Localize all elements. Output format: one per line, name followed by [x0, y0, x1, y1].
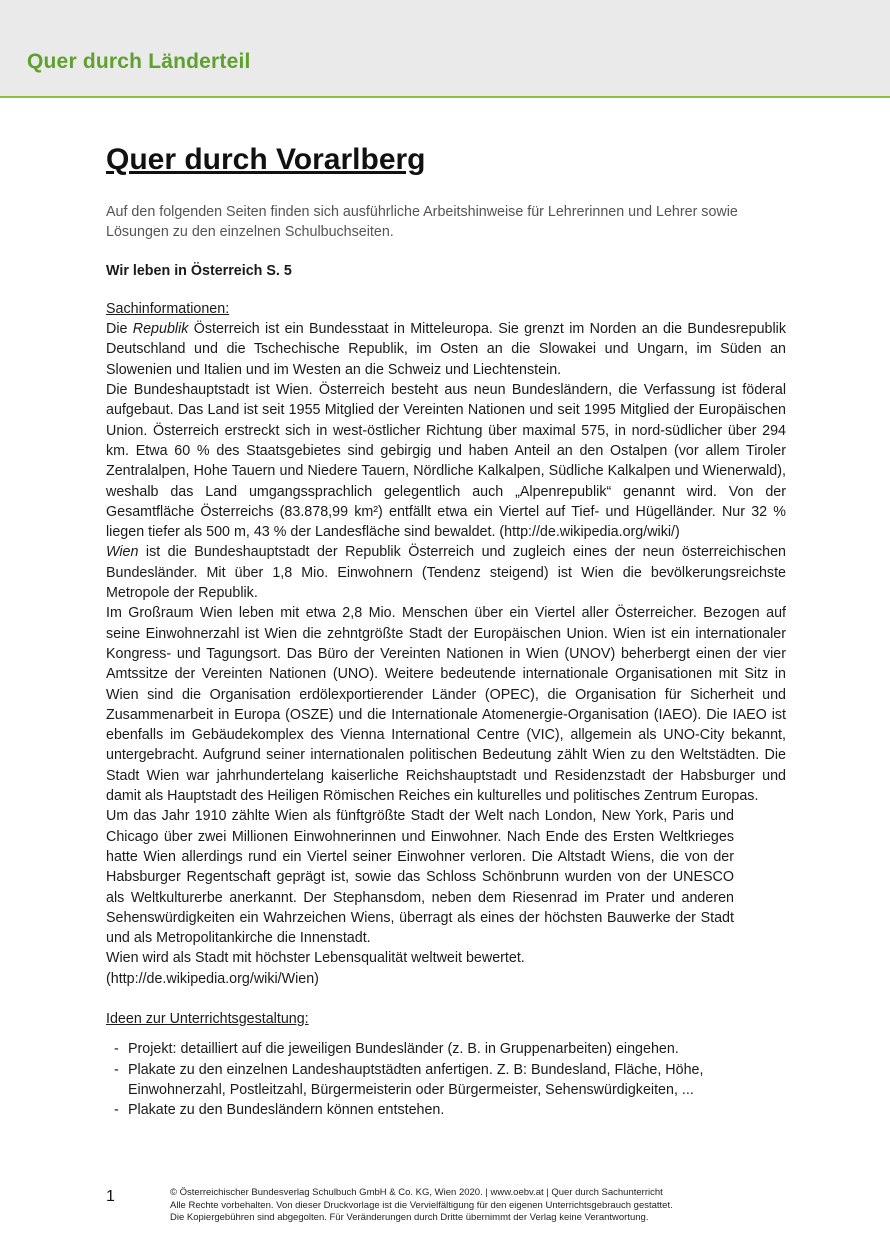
paragraph-grossraum: Im Großraum Wien leben mit etwa 2,8 Mio. Menschen über ein Viertel aller Österreicher. Bezogen auf seine Einwohnerzahl ist Wien die zehntgrößte Stadt der Europäischen Union. Wien ist ein internationaler Kongress- und Tagungsort. Das Büro der Vereinten Nationen in Wien (UNOV) beherbergt einen der vier Amtssitze der Vereinten Nationen (UNO). Weitere bedeutende internationale Organisationen mit Sitz in Wien sind die Organisation erdölexportierender Länder (OPEC), die Organisation für Sicherheit und Zusammenarbeit in Europa (OSZE) und die Internationale Atomenergie-Organisation (IAEO). Die IAEO ist ebenfalls im Gebäudekomplex des Vienna International Centre (VIC), allgemein als UNO-City bekannt, untergebracht. Aufgrund seiner internationalen politischen Bedeutung zählt Wien zu den Weltstädten. Die Stadt Wien war jahrhundertelang kaiserliche Reichshauptstadt und Residenzstadt der Habsburger und damit als Hauptstadt des Heiligen Römischen Reiches ein kulturelles und politisches Zentrum Europas. [106, 605, 786, 805]
ideen-heading: Ideen zur Unterrichtsgestaltung: [106, 1010, 309, 1027]
intro-text: Auf den folgenden Seiten finden sich ausführliche Arbeitshinweise für Lehrerinnen und Lehrer sowie Lösungen zu den einzelnen Schulbuchseiten. [106, 204, 738, 241]
list-item: - Plakate zu den Bundesländern können entstehen. [114, 1100, 786, 1120]
list-item: - Projekt: detailliert auf die jeweiligen Bundesländer (z. B. in Gruppenarbeiten) eingehen. [114, 1039, 786, 1059]
p1-after: Österreich ist ein Bundesstaat in Mitteleuropa. Sie grenzt im Norden an die Bundesrepublik Deutschland und die Tschechische Republik, im Osten an die Slowakei und Ungarn, im Süden an Slowenien und Italien und im Westen an die Schweiz und Liechtenstein. [106, 321, 786, 378]
footer-line-1: © Österreichischer Bundesverlag Schulbuch GmbH & Co. KG, Wien 2020. | www.oebv.at | Quer durch Sachunterricht [170, 1187, 663, 1198]
page-number: 1 [106, 1188, 115, 1205]
main-content [106, 140, 786, 1120]
footer-copyright [170, 1187, 810, 1225]
p3-italic: Wien [106, 544, 139, 561]
header-title: Quer durch Länderteil [27, 50, 251, 73]
wien-source: (http://de.wikipedia.org/wiki/Wien) [106, 970, 319, 987]
page-title: Quer durch Vorarlberg [106, 143, 426, 176]
p3-after: ist die Bundeshauptstadt der Republik Österreich und zugleich eines der neun österreichischen Bundesländer. Mit über 1,8 Mio. Einwohnern (Tendenz steigend) ist Wien die bevölkerungsreichste Metropole der Republik. [106, 544, 786, 602]
paragraph-wien [106, 542, 786, 603]
ideen-list [106, 1039, 786, 1120]
paragraph-bundeshauptstadt: Die Bundeshauptstadt ist Wien. Österreich besteht aus neun Bundesländern, die Verfassung ist föderal aufgebaut. Das Land ist seit 1955 Mitglied der Vereinten Nationen und seit 1995 Mitglied der Europäischen Union. Österreich erstreckt sich in west-östlicher Richtung über maximal 575, in nord-südlicher über 294 km. Etwa 60 % des Staatsgebietes sind gebirgig und haben Anteil an den Ostalpen (vor allem Tiroler Zentralalpen, Hohe Tauern und Niedere Tauern, Nördliche Kalkalpen, Südliche Kalkalpen und Wienerwald), weshalb das Land umgangssprachlich gelegentlich auch „Alpenrepublik“ genannt wird. Von der Gesamtfläche Österreichs (83.878,99 km²) entfällt etwa ein Viertel auf Tief- und Hügelländer. Nur 32 % liegen tiefer als 500 m, 43 % der Landesfläche sind bewaldet. (http://de.wikipedia.org/wiki/) [106, 382, 786, 541]
p1-before: Die [106, 321, 133, 338]
footer-line-2: Alle Rechte vorbehalten. Von dieser Druckvorlage ist die Vervielfältigung für den eigenen Unterrichtsgebrauch gestattet. [170, 1199, 673, 1211]
header-band [0, 0, 890, 98]
sachinformationen-heading: Sachinformationen: [106, 300, 230, 317]
spacer [106, 989, 786, 1009]
footer-line-3: Die Kopiergebühren sind abgegolten. Für Veränderungen durch Dritte übernimmt der Verlag keine Verantwortung. [170, 1212, 649, 1224]
list-item: - Plakate zu den einzelnen Landeshauptstädten anfertigen. Z. B: Bundesland, Fläche, Höhe, Einwohnerzahl, Postleitzahl, Bürgermeisterin oder Bürgermeister, Sehenswürdigkeiten, ... [114, 1060, 786, 1101]
p1-italic: Republik [132, 321, 189, 338]
section-heading: Wir leben in Österreich S. 5 [106, 262, 292, 279]
paragraph-lebensqualitaet: Wien wird als Stadt mit höchster Lebensqualität weltweit bewertet. [106, 950, 525, 967]
paragraph-republik [106, 319, 786, 380]
paragraph-1910: Um das Jahr 1910 zählte Wien als fünftgrößte Stadt der Welt nach London, New York, Paris und Chicago über zwei Millionen Einwohnerinnen und Einwohner. Nach Ende des Ersten Weltkrieges hatte Wien allerdings rund ein Viertel seiner Einwohner verloren. Die Altstadt Wiens, die von der Habsburger Regentschaft geprägt ist, sowie das Schloss Schönbrunn wurden von der UNESCO als Weltkulturerbe anerkannt. Der Stephansdom, neben dem Riesenrad im Prater und anderen Sehenswürdigkeiten ein Wahrzeichen Wiens, überragt als eines der höchsten Bauwerke der Stadt und als Metropolitankirche die Innenstadt. [106, 808, 734, 947]
